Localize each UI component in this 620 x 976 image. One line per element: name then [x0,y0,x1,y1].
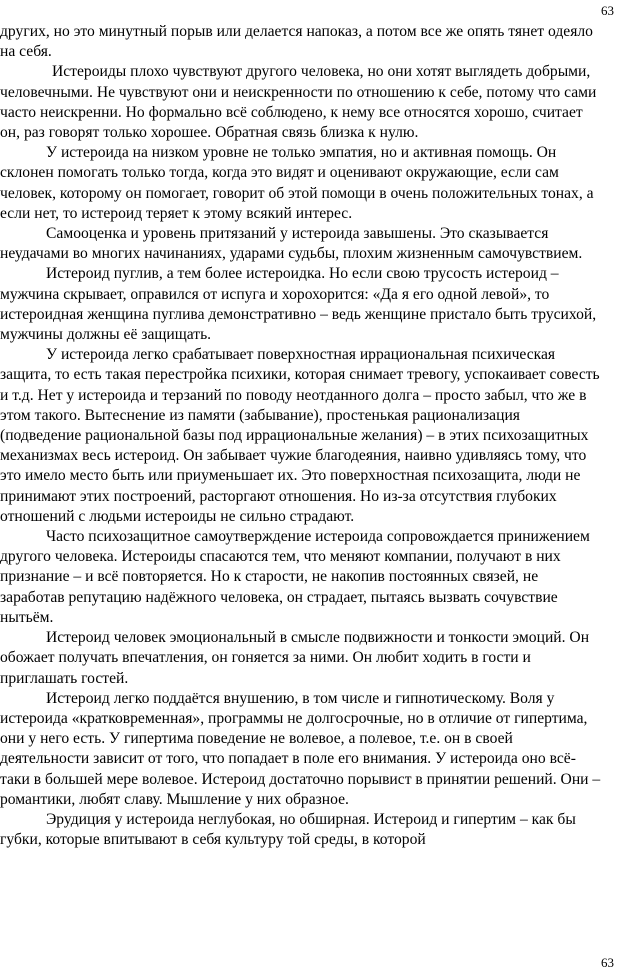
paragraph: У истероида на низком уровне не только эмпатия, но и активная помощь. Он склонен помогать только тогда, когда это видят и оценивают окружающие, если сам человек, которому он помогает, говорит об этой помощи в очень положительных тонах, а если нет, то истероид теряет к этому всякий интерес. [0,144,594,222]
page-number-top: 63 [601,3,614,18]
page-number-bottom: 63 [601,955,614,970]
paragraph: Эрудиция у истероида неглубокая, но обширная. Истероид и гипертим – как бы губки, которые впитывают в себя культуру той среды, в которой [0,810,576,849]
paragraph: Истероиды плохо чувствуют другого человека, но они хотят выглядеть добрыми, человечными. Не чувствуют они и неискренности по отношению к себе, потому что сами часто неискренни. Но формально всё соблюдено, к нему все относятся хорошо, считает он, раз говорят только хорошее. Обратная связь близка к нулю. [0,63,597,142]
paragraph: других, но это минутный порыв или делается напоказ, а потом все же опять тянет одеяло на себя. [0,23,593,61]
paragraph: Истероид человек эмоциональный в смысле подвижности и тонкости эмоций. Он обожает получать впечатления, он гоняется за ними. Он любит ходить в гости и приглашать гостей. [0,629,590,687]
paragraph: Самооценка и уровень притязаний у истероида завышены. Это сказывается неудачами во многих начинаниях, ударами судьбы, плохим жизненным самочувствием. [0,225,583,263]
body-text [0,22,604,850]
paragraph: Истероид пуглив, а тем более истероидка. Но если свою трусость истероид – мужчина скрывает, оправился от испуга и хорохорится: «Да я его одной левой», то истероидная женщина пуглива демонстративно – ведь женщине пристало быть трусихой, мужчины должны её защищать. [0,265,597,344]
paragraph: У истероида легко срабатывает поверхностная иррациональная психическая защита, то есть такая перестройка психики, которая снимает тревогу, успокаивает совесть и т.д. Нет у истероида и терзаний по поводу неотданного долга – просто забыл, что же в этом такого. Вытеснение из памяти (забывание), простенькая рационализация (подведение рациональной базы под иррациональные желания) – в этих психозащитных механизмах весь истероид. Он забывает чужие благодеяния, наивно удивляясь тому, что это имело место быть или приуменьшает их. Это поверхностная психозащита, люди не принимают этих построений, расторгают отношения. Но из-за отсутствия глубоких отношений с людьми истероиды не сильно страдают. [0,346,600,525]
paragraph: Истероид легко поддаётся внушению, в том числе и гипнотическому. Воля у истероида «кратковременная», программы не долгосрочные, но в отличие от гипертима, они у него есть. У гипертима поведение не волевое, а полевое, т.е. он в своей деятельности зависит от того, что попадает в поле его внимания. У истероида оно всё-таки в большей мере волевое. Истероид достаточно порывист в принятии решений. Они – романтики, любят славу. Мышление у них образное. [0,689,601,808]
paragraph: Часто психозащитное самоутверждение истероида сопровождается принижением другого человека. Истероиды спасаются тем, что меняют компании, получают в них признание – и всё повторяется. Но к старости, не накопив постоянных связей, не заработав репутацию надёжного человека, он страдает, пытаясь вызвать сочувствие нытьём. [0,528,590,626]
